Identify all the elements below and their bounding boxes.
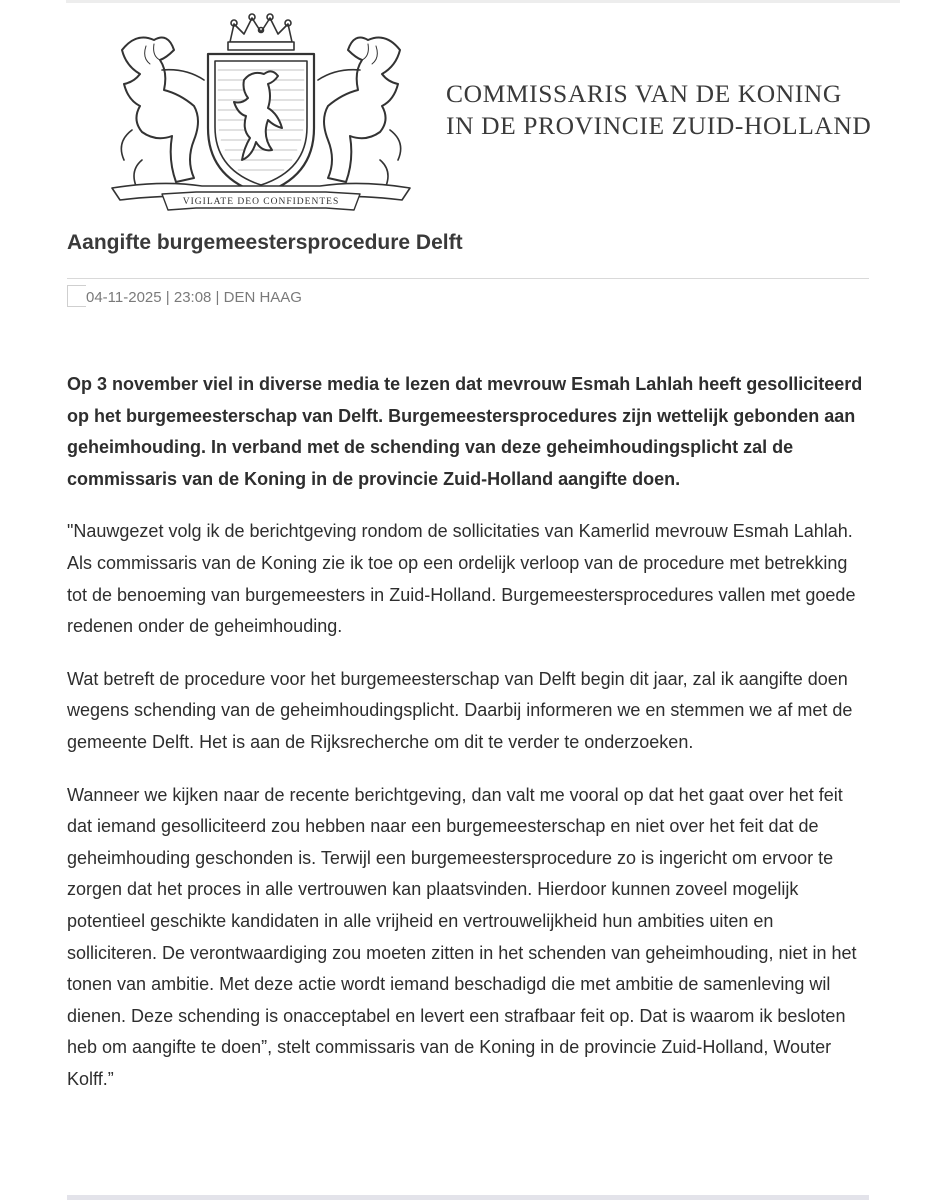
broken-image-icon (67, 285, 86, 307)
motto-text: VIGILATE DEO CONFIDENTES (182, 197, 340, 207)
bottom-divider (67, 1195, 869, 1200)
article-meta (67, 285, 302, 311)
letterhead (0, 0, 937, 220)
lead-paragraph: Op 3 november viel in diverse media te lezen dat mevrouw Esmah Lahlah heeft gesolliciteerd op het burgemeesterschap van Delft. Burgemeestersprocedures zijn wettelijk gebonden aan geheimhouding. In verband met de schending van deze geheimhoudingsplicht zal de commissaris van de Koning in de provincie Zuid-Holland aangifte doen. (67, 374, 863, 489)
organization-name (446, 78, 871, 142)
body-paragraph-1: "Nauwgezet volg ik de berichtgeving rondom de sollicitaties van Kamerlid mevrouw Esmah Lahlah. Als commissaris van de Koning zie ik toe op een ordelijk verloop van de procedure met betrekking tot de benoeming van burgemeesters in Zuid-Holland. Burgemeestersprocedures vallen met goede redenen onder de geheimhouding. (67, 521, 856, 637)
organization-line-2: IN DE PROVINCIE ZUID-HOLLAND (446, 111, 872, 140)
coat-of-arms-logo (102, 10, 420, 215)
body-paragraph-3: Wanneer we kijken naar de recente berichtgeving, dan valt me vooral op dat het gaat over het feit dat iemand gesolliciteerd zou hebben naar een burgemeesterschap en niet over het feit dat de geheimhouding geschonden is. Terwijl een burgemeestersprocedure zo is ingericht om ervoor te zorgen dat het proces in alle vertrouwen kan plaatsvinden. Hierdoor kunnen zoveel mogelijk potentieel geschikte kandidaten in alle vrijheid en vertrouwelijkheid hun ambities uiten en solliciteren. De verontwaardiging zou moeten zitten in het schenden van geheimhouding, niet in het tonen van ambitie. Met deze actie wordt iemand beschadigd die met ambitie de samenleving wil dienen. Deze schending is onacceptabel en levert een strafbaar feit op. Dat is waarom ik besloten heb om aangifte te doen”, stelt commissaris van de Koning in de provincie Zuid-Holland, Wouter Kolff.” (67, 784, 857, 1089)
title-divider (67, 278, 869, 279)
organization-line-1: COMMISSARIS VAN DE KONING (446, 79, 842, 108)
page-title: Aangifte burgemeestersprocedure Delft (67, 231, 463, 254)
article-body (67, 369, 867, 1116)
date-location: 04-11-2025 | 23:08 | DEN HAAG (86, 289, 302, 306)
body-paragraph-2: Wat betreft de procedure voor het burgemeesterschap van Delft begin dit jaar, zal ik aangifte doen wegens schending van de geheimhoudingsplicht. Daarbij informeren we en stemmen we af met de gemeente Delft. Het is aan de Rijksrecherche om dit te verder te onderzoeken. (67, 668, 853, 752)
